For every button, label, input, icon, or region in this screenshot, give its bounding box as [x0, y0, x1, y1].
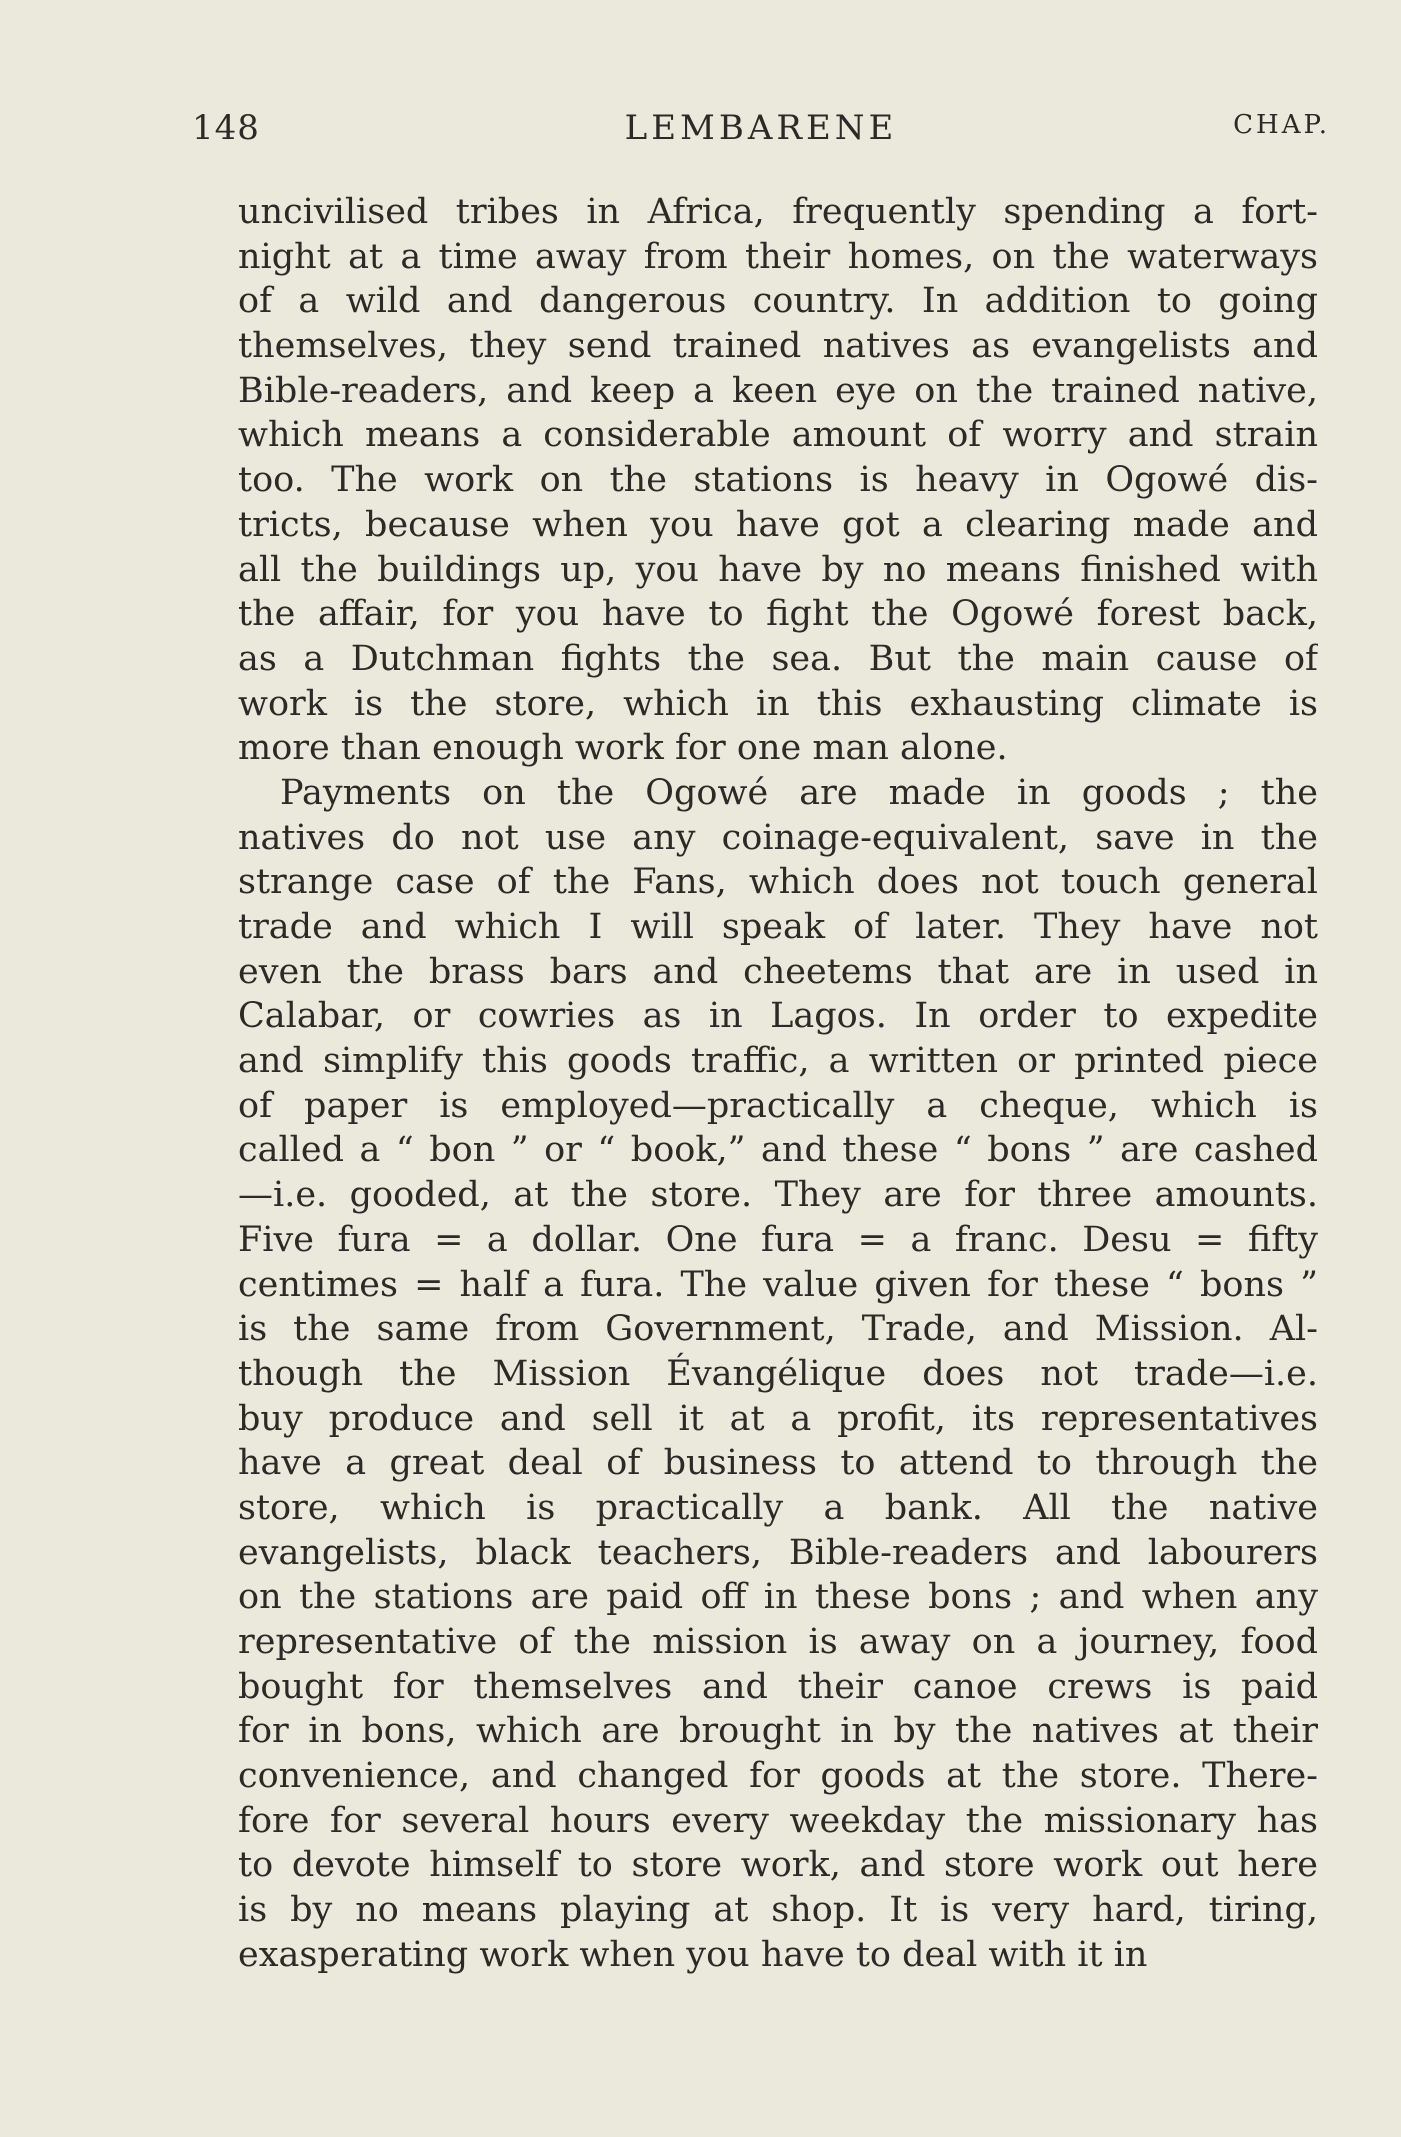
- text-line: even the brass bars and cheetems that are in used in: [238, 951, 1318, 992]
- text-line: —i.e. gooded, at the store. They are for three amounts.: [238, 1175, 1318, 1216]
- text-line: as a Dutchman fights the sea. But the main cause of: [238, 638, 1318, 679]
- text-line: night at a time away from their homes, on the waterways: [238, 236, 1318, 277]
- text-line: which means a considerable amount of worry and strain: [238, 415, 1318, 456]
- text-line: Bible-readers, and keep a keen eye on the trained native,: [238, 370, 1318, 411]
- page-header: [192, 108, 1330, 168]
- text-line: convenience, and changed for goods at the store. There-: [238, 1756, 1318, 1797]
- text-line: Payments on the Ogowé are made in goods ; the: [280, 772, 1318, 813]
- text-line: evangelists, black teachers, Bible-readers and labourers: [238, 1532, 1318, 1573]
- text-line: for in bons, which are brought in by the natives at their: [238, 1711, 1318, 1752]
- text-line: and simplify this goods traffic, a written or printed piece: [238, 1041, 1318, 1082]
- text-line: centimes = half a fura. The value given for these “ bons ”: [238, 1264, 1318, 1305]
- text-line: Five fura = a dollar. One fura = a franc. Desu = fifty: [238, 1219, 1318, 1260]
- text-line: exasperating work when you have to deal with it in: [238, 1934, 1148, 1975]
- text-line: more than enough work for one man alone.: [238, 728, 1008, 769]
- text-line: on the stations are paid off in these bons ; and when any: [238, 1577, 1318, 1618]
- chapter-label: CHAP.: [1233, 110, 1330, 140]
- text-line: fore for several hours every weekday the missionary has: [238, 1800, 1318, 1841]
- text-line: all the buildings up, you have by no means finished with: [238, 549, 1318, 590]
- text-line: tricts, because when you have got a clearing made and: [238, 504, 1318, 545]
- text-line: Calabar, or cowries as in Lagos. In order to expedite: [238, 996, 1318, 1037]
- text-line: of paper is employed—practically a cheque, which is: [238, 1085, 1318, 1126]
- text-line: themselves, they send trained natives as evangelists and: [238, 326, 1318, 367]
- text-line: natives do not use any coinage-equivalent, save in the: [238, 817, 1318, 858]
- text-line: is the same from Government, Trade, and Mission. Al-: [238, 1309, 1318, 1350]
- text-line: uncivilised tribes in Africa, frequently spending a fort-: [238, 192, 1318, 232]
- text-line: have a great deal of business to attend to through the: [238, 1443, 1318, 1484]
- text-line: store, which is practically a bank. All the native: [238, 1487, 1318, 1528]
- text-line: to devote himself to store work, and store work out here: [238, 1845, 1318, 1886]
- running-head: LEMBARENE: [624, 108, 898, 148]
- text-line: strange case of the Fans, which does not touch general: [238, 862, 1318, 903]
- text-line: the affair, for you have to fight the Ogowé forest back,: [238, 594, 1318, 635]
- text-line: work is the store, which in this exhausting climate is: [238, 683, 1318, 724]
- text-line: called a “ bon ” or “ book,” and these “ bons ” are cashed: [238, 1130, 1318, 1171]
- paragraph: [238, 771, 1318, 1978]
- paragraph: [238, 190, 1318, 771]
- text-line: of a wild and dangerous country. In addition to going: [238, 281, 1318, 322]
- text-line: bought for themselves and their canoe crews is paid: [238, 1666, 1318, 1707]
- text-line: too. The work on the stations is heavy in Ogowé dis-: [238, 460, 1318, 501]
- body-text: [238, 190, 1318, 1978]
- text-line: buy produce and sell it at a profit, its representatives: [238, 1398, 1318, 1439]
- text-line: representative of the mission is away on a journey, food: [238, 1622, 1318, 1662]
- text-line: though the Mission Évangélique does not trade—i.e.: [238, 1353, 1318, 1394]
- text-line: trade and which I will speak of later. They have not: [238, 907, 1318, 947]
- page-number: 148: [192, 108, 260, 148]
- text-line: is by no means playing at shop. It is very hard, tiring,: [238, 1890, 1318, 1931]
